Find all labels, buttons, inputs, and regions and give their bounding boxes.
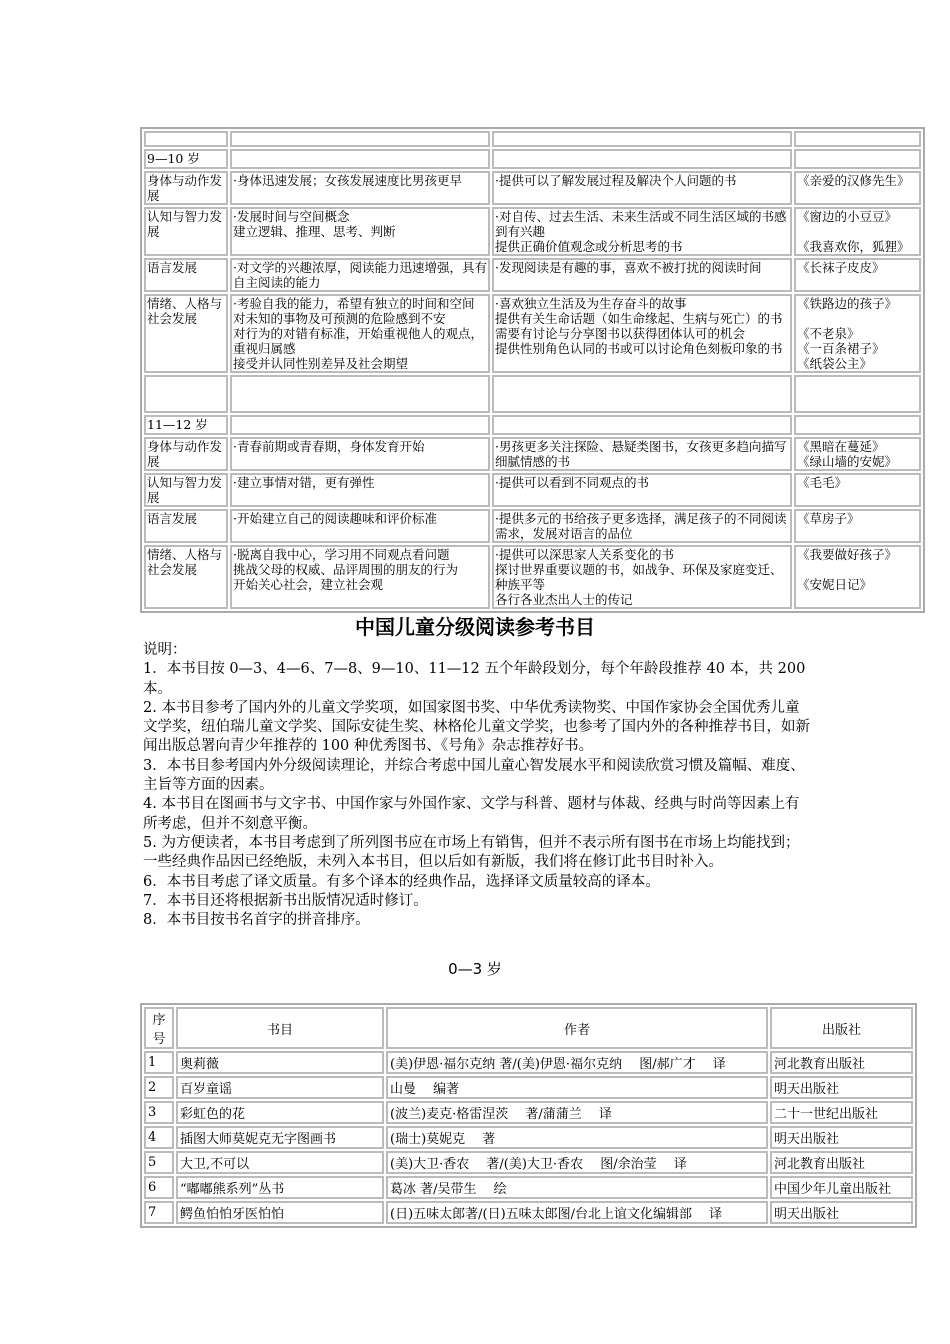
traits-cell — [230, 207, 490, 256]
table-cell: 奥莉薇 — [176, 1051, 384, 1074]
cell-line: 《毛毛》 — [797, 475, 848, 490]
domain-cell: 身体与动作发展 — [144, 171, 228, 205]
development-row — [144, 171, 921, 205]
cell-line: 《铁路边的孩子》 — [797, 296, 898, 311]
cell-line: 《我喜欢你，狐狸》 — [797, 239, 910, 254]
cell-line: 对行为的对错有标准，开始重视他人的观点，重视归属感 — [233, 326, 484, 356]
cell-line: 《黑暗在蔓延》 — [797, 439, 885, 454]
spacer-row — [144, 131, 921, 147]
table-cell: 6 — [144, 1176, 174, 1199]
cell-line: 接受并认同性别差异及社会期望 — [233, 356, 409, 371]
cell-line: ·提供可以看到不同观点的书 — [495, 475, 649, 490]
table-cell: 鳄鱼怕怕牙医怕怕 — [176, 1201, 384, 1224]
cell-line: 《纸袋公主》 — [797, 356, 873, 371]
development-row — [144, 509, 921, 543]
empty-cell — [492, 149, 792, 169]
cell-line: ·开始建立自己的阅读趣味和评价标准 — [233, 511, 437, 526]
table-cell: 百岁童谣 — [176, 1076, 384, 1099]
table-cell: 中国少年儿童出版社 — [770, 1176, 913, 1199]
cell-line: 需要有讨论与分享图书以获得团体认可的机会 — [495, 326, 746, 341]
table-row — [144, 1076, 913, 1099]
empty-cell — [492, 375, 792, 413]
cell-line: 提供性别角色认同的书或可以讨论角色刻板印象的书 — [495, 341, 783, 356]
cell-line: ·对自传、过去生活、未来生活或不同生活区域的书感到有兴趣 — [495, 209, 787, 239]
table-cell: 3 — [144, 1101, 174, 1124]
cell-line: 各行各业杰出人士的传记 — [495, 592, 633, 607]
table-cell: 河北教育出版社 — [770, 1151, 913, 1174]
books-cell — [794, 509, 921, 543]
traits-cell — [230, 294, 490, 373]
needs-cell — [492, 258, 792, 292]
table-cell: (波兰)麦克·格雷涅茨 著/蒲蒲兰 译 — [386, 1101, 768, 1124]
development-row — [144, 545, 921, 609]
empty-cell — [794, 149, 921, 169]
empty-cell — [230, 415, 490, 435]
books-cell — [794, 171, 921, 205]
empty-cell — [492, 415, 792, 435]
needs-cell — [492, 437, 792, 471]
age-row — [144, 415, 921, 435]
age-heading: 0—3 岁 — [448, 960, 502, 978]
table-row — [144, 1126, 913, 1149]
cell-line: ·脱离自我中心，学习用不同观点看问题 — [233, 547, 450, 562]
development-table — [140, 127, 925, 613]
note-paragraph: 5. 为方便读者，本书目考虑到了所列图书应在市场上有销售，但并不表示所有图书在市场上均能找到；一些经典作品因已经绝版，未列入本书目，但以后如有新版，我们将在修订此书目时补入。 — [143, 834, 800, 871]
books-cell — [794, 473, 921, 507]
traits-cell — [230, 509, 490, 543]
cell-line: ·提供可以深思家人关系变化的书 — [495, 547, 674, 562]
note-paragraph: 3．本书目参考国内外分级阅读理论，并综合考虑中国儿童心智发展水平和阅读欣赏习惯及篇幅、难度、主旨等方面的因素。 — [143, 757, 805, 794]
table-cell: 二十一世纪出版社 — [770, 1101, 913, 1124]
cell-line: 《我要做好孩子》 — [797, 547, 898, 562]
note-paragraph: 1．本书目按 0—3、4—6、7—8、9—10、11—12 五个年龄段划分，每个年龄段推荐 40 本，共 200 本。 — [143, 661, 806, 697]
table-cell: 明天出版社 — [770, 1201, 913, 1224]
cell-line: ·青春前期或青春期，身体发育开始 — [233, 439, 425, 454]
column-header: 作者 — [386, 1007, 768, 1049]
table-cell: (瑞士)莫妮克 著 — [386, 1126, 768, 1149]
table-cell: 彩虹色的花 — [176, 1101, 384, 1124]
note-paragraph: 4. 本书目在图画书与文字书、中国作家与外国作家、文学与科普、题材与体裁、经典与时尚等因素上有所考虑，但并不刻意平衡。 — [143, 796, 800, 832]
cell-line: 建立逻辑、推理、思考、判断 — [233, 224, 396, 239]
table-cell: 大卫,不可以 — [176, 1151, 384, 1174]
age-label: 11—12 岁 — [144, 415, 228, 435]
books-cell — [794, 207, 921, 256]
development-row — [144, 437, 921, 471]
needs-cell — [492, 294, 792, 373]
cell-line: ·提供可以了解发展过程及解决个人问题的书 — [495, 173, 737, 188]
books-cell — [794, 545, 921, 609]
age-label: 9—10 岁 — [144, 149, 228, 169]
empty-cell — [230, 131, 490, 147]
needs-cell — [492, 207, 792, 256]
cell-line: ·发展时间与空间概念 — [233, 209, 350, 224]
cell-line: 提供有关生命话题（如生命缘起、生病与死亡）的书 — [495, 311, 783, 326]
empty-cell — [230, 149, 490, 169]
table-cell: 明天出版社 — [770, 1076, 913, 1099]
table-cell: 明天出版社 — [770, 1126, 913, 1149]
traits-cell — [230, 545, 490, 609]
empty-cell — [144, 131, 228, 147]
books-cell — [794, 258, 921, 292]
cell-line: ·建立事情对错，更有弹性 — [233, 475, 375, 490]
cell-line — [797, 311, 918, 326]
traits-cell — [230, 437, 490, 471]
table-cell: 7 — [144, 1201, 174, 1224]
cell-line: ·对文学的兴趣浓厚，阅读能力迅速增强，具有自主阅读的能力 — [233, 260, 487, 290]
cell-line: ·发现阅读是有趣的事，喜欢不被打扰的阅读时间 — [495, 260, 762, 275]
empty-cell — [492, 131, 792, 147]
empty-cell — [794, 375, 921, 413]
cell-line: 开始关心社会，建立社会观 — [233, 577, 384, 592]
table-cell: 4 — [144, 1126, 174, 1149]
needs-cell — [492, 509, 792, 543]
table-row — [144, 1176, 913, 1199]
cell-line — [797, 224, 918, 239]
spacer-row — [144, 375, 921, 413]
cell-line: ·男孩更多关注探险、悬疑类图书，女孩更多趋向描写细腻情感的书 — [495, 439, 787, 469]
notes — [143, 641, 813, 930]
note-paragraph: 2. 本书目参考了国内外的儿童文学奖项，如国家图书奖、中华优秀读物奖、中国作家协会全国优秀儿童文学奖，纽伯瑞儿童文学奖、国际安徒生奖、林格伦儿童文学奖，也参考了国内外的各种推荐书目，如新闻出版总署向青少年推荐的 100 种优秀图书、《号角》杂志推荐好书。 — [143, 699, 810, 755]
table-cell: (美)伊恩·福尔克纳 著/(美)伊恩·福尔克纳 图/郝广才 译 — [386, 1051, 768, 1074]
column-header: 出版社 — [770, 1007, 913, 1049]
cell-line: 探讨世界重要议题的书，如战争、环保及家庭变迁、种族平等 — [495, 562, 783, 592]
domain-cell: 认知与智力发展 — [144, 473, 228, 507]
cell-line: 《一百条裙子》 — [797, 341, 885, 356]
cell-line: 《长袜子皮皮》 — [797, 260, 885, 275]
table-cell: 5 — [144, 1151, 174, 1174]
cell-line: ·喜欢独立生活及为生存奋斗的故事 — [495, 296, 687, 311]
development-row — [144, 473, 921, 507]
table-cell: “嘟嘟熊系列”丛书 — [176, 1176, 384, 1199]
table-cell: 山曼 编著 — [386, 1076, 768, 1099]
cell-line — [797, 562, 918, 577]
table-row — [144, 1101, 913, 1124]
empty-cell — [794, 131, 921, 147]
empty-cell — [230, 375, 490, 413]
section-title: 中国儿童分级阅读参考书目 — [355, 615, 595, 639]
books-cell — [794, 437, 921, 471]
table-cell: 插图大师莫妮克无字图画书 — [176, 1126, 384, 1149]
table-cell: 葛冰 著/吴带生 绘 — [386, 1176, 768, 1199]
cell-line: 《安妮日记》 — [797, 577, 873, 592]
domain-cell: 情绪、人格与社会发展 — [144, 545, 228, 609]
note-paragraph: 说明： — [143, 642, 187, 658]
cell-line: ·提供多元的书给孩子更多选择，满足孩子的不同阅读需求，发展对语言的品位 — [495, 511, 787, 541]
table-row — [144, 1051, 913, 1074]
table-cell: 1 — [144, 1051, 174, 1074]
cell-line: 《草房子》 — [797, 511, 860, 526]
note-paragraph: 8．本书目按书名首字的拼音排序。 — [143, 912, 370, 929]
traits-cell — [230, 258, 490, 292]
traits-cell — [230, 473, 490, 507]
cell-line: 《窗边的小豆豆》 — [797, 209, 898, 224]
development-row — [144, 294, 921, 373]
cell-line: ·身体迅速发展；女孩发展速度比男孩更早 — [233, 173, 462, 188]
note-paragraph: 7．本书目还将根据新书出版情况适时修订。 — [143, 892, 428, 909]
empty-cell — [144, 375, 228, 413]
cell-line: 提供正确价值观念或分析思考的书 — [495, 239, 683, 254]
empty-cell — [794, 415, 921, 435]
table-row — [144, 1201, 913, 1224]
cell-line: 《绿山墙的安妮》 — [797, 454, 898, 469]
domain-cell: 情绪、人格与社会发展 — [144, 294, 228, 373]
traits-cell — [230, 171, 490, 205]
cell-line: 挑战父母的权威、品评周围的朋友的行为 — [233, 562, 459, 577]
cell-line: 《亲爱的汉修先生》 — [797, 173, 910, 188]
domain-cell: 身体与动作发展 — [144, 437, 228, 471]
table-cell: 河北教育出版社 — [770, 1051, 913, 1074]
column-header: 序号 — [144, 1007, 174, 1049]
cell-line: 《不老泉》 — [797, 326, 860, 341]
table-cell: (美)大卫·香农 著/(美)大卫·香农 图/余治莹 译 — [386, 1151, 768, 1174]
table-cell: (日)五味太郎著/(日)五味太郎图/台北上谊文化编辑部 译 — [386, 1201, 768, 1224]
needs-cell — [492, 473, 792, 507]
note-paragraph: 6．本书目考虑了译文质量。有多个译本的经典作品，选择译文质量较高的译本。 — [143, 873, 660, 890]
domain-cell: 语言发展 — [144, 509, 228, 543]
table-cell: 2 — [144, 1076, 174, 1099]
table-row — [144, 1151, 913, 1174]
development-row — [144, 207, 921, 256]
domain-cell: 认知与智力发展 — [144, 207, 228, 256]
cell-line: 对未知的事物及可预测的危险感到不安 — [233, 311, 446, 326]
needs-cell — [492, 545, 792, 609]
cell-line: ·考验自我的能力，希望有独立的时间和空间 — [233, 296, 475, 311]
book-table — [140, 1003, 917, 1228]
development-row — [144, 258, 921, 292]
age-row — [144, 149, 921, 169]
column-header: 书目 — [176, 1007, 384, 1049]
books-cell — [794, 294, 921, 373]
domain-cell: 语言发展 — [144, 258, 228, 292]
needs-cell — [492, 171, 792, 205]
